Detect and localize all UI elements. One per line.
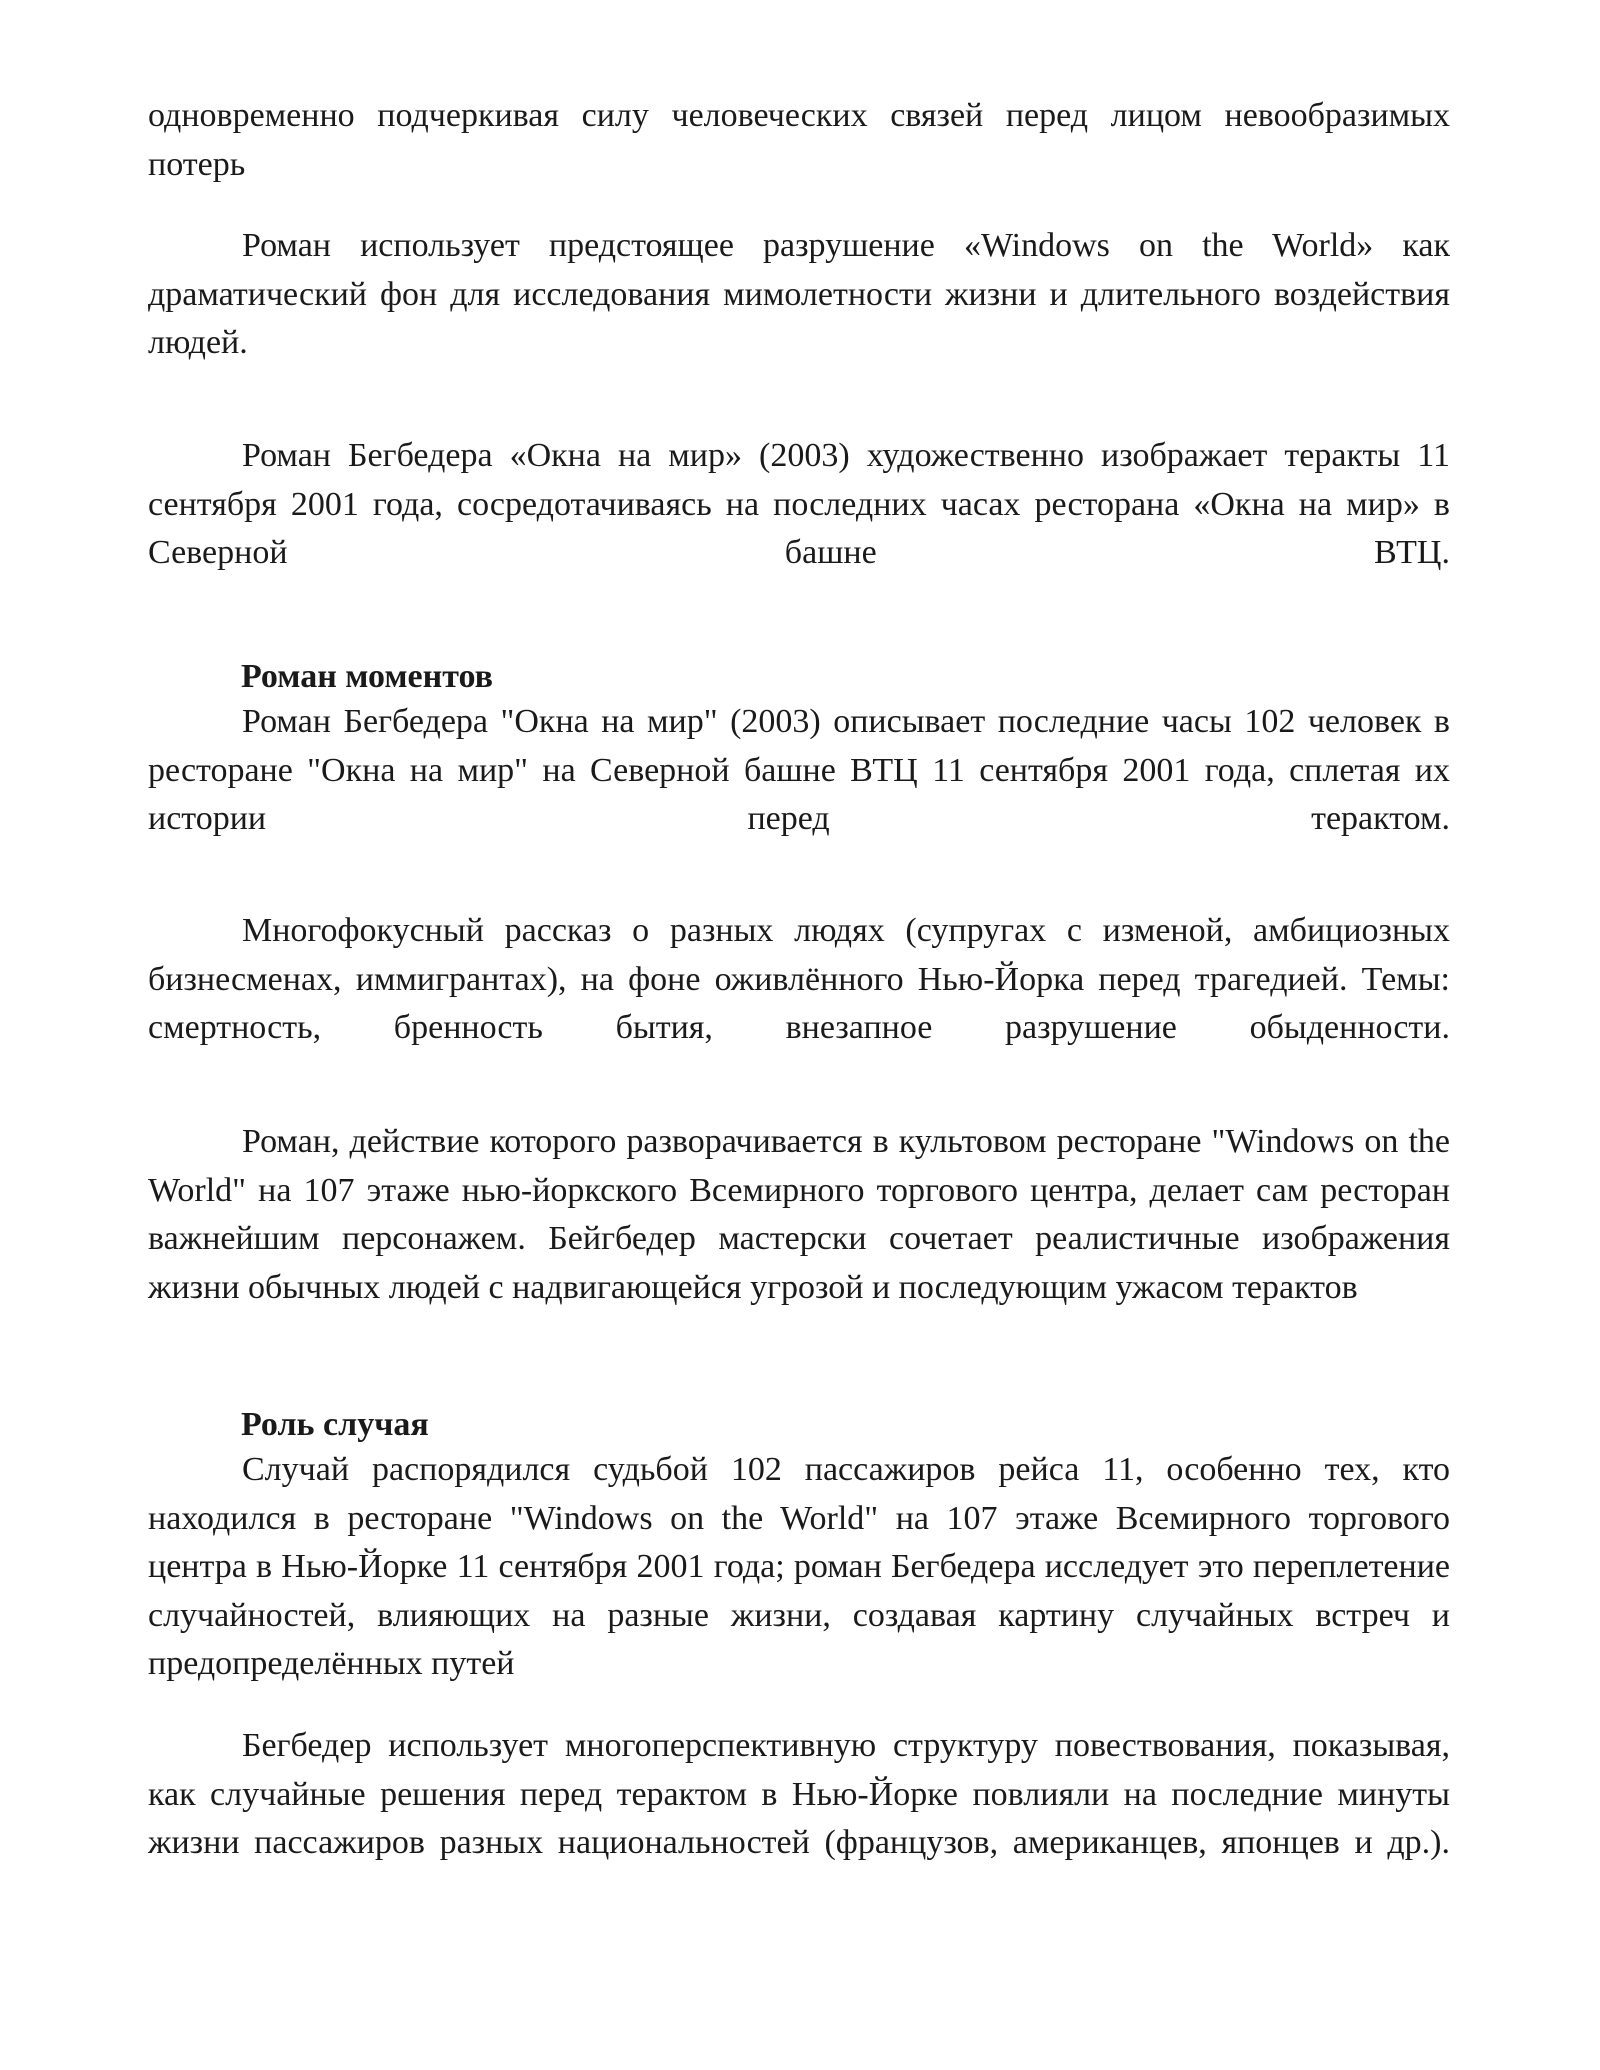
paragraph-multiperspective: Бегбедер использует многоперспективную структуру повествования, показывая, как случайные решения перед терактом в Нью-Йорке повлияли на последние минуты жизни пассажиров разных национальностей (французов, американцев, японцев и др.).: [148, 1727, 1450, 1861]
heading-novel-of-moments: Роман моментов: [241, 658, 493, 695]
paragraph-windows-background: Роман использует предстоящее разрушение «Windows on the World» как драматический фон для исследования мимолетности жизни и длительного воздействия людей.: [148, 227, 1450, 361]
paragraph-intro-continuation: одновременно подчеркивая силу человеческих связей перед лицом невообразимых потерь: [148, 97, 1450, 183]
paragraph-multifocus: Многофокусный рассказ о разных людях (супругах с изменой, амбициозных бизнесменах, иммигрантах), на фоне оживлённого Нью-Йорка перед трагедией. Темы: смертность, бренность бытия, внезапное разрушение обыденности.: [148, 912, 1450, 1046]
paragraph-chance-fate: Случай распорядился судьбой 102 пассажиров рейса 11, особенно тех, кто находился в ресторане "Windows on the World" на 107 этаже Всемирного торгового центра в Нью-Йорке 11 сентября 2001 года; роман Бегбедера исследует это переплетение случайностей, влияющих на разные жизни, создавая картину случайных встреч и предопределённых путей: [148, 1451, 1450, 1682]
paragraph-begbeder-attacks: Роман Бегбедера «Окна на мир» (2003) художественно изображает теракты 11 сентября 2001 года, сосредотачиваясь на последних часах ресторана «Окна на мир» в Северной башне ВТЦ.: [148, 437, 1450, 571]
heading-role-of-chance: Роль случая: [241, 1406, 429, 1443]
paragraph-restaurant-character: Роман, действие которого разворачивается в культовом ресторане "Windows on the World" на 107 этаже нью-йоркского Всемирного торгового центра, делает сам ресторан важнейшим персонажем. Бейгбедер мастерски сочетает реалистичные изображения жизни обычных людей с надвигающейся угрозой и последующим ужасом терактов: [148, 1123, 1450, 1306]
paragraph-last-hours: Роман Бегбедера "Окна на мир" (2003) описывает последние часы 102 человек в ресторане "Окна на мир" на Северной башне ВТЦ 11 сентября 2001 года, сплетая их истории перед терактом.: [148, 703, 1450, 837]
